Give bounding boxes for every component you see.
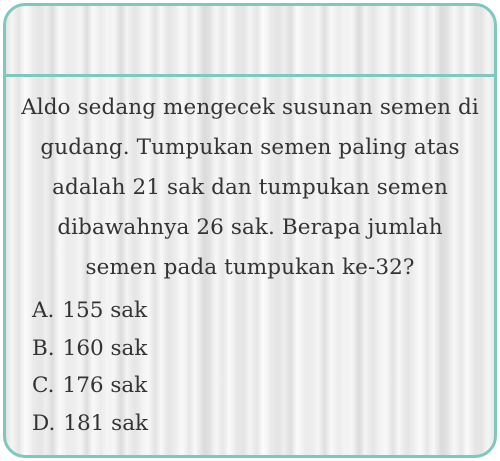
option-letter: D. [32,410,56,436]
question-card [3,3,497,458]
option-d[interactable] [32,405,452,443]
option-a[interactable] [32,292,452,330]
option-text: 181 sak [63,410,149,436]
option-letter: A. [32,298,55,324]
option-c[interactable] [32,367,452,405]
answer-options [32,292,452,442]
option-letter: B. [32,335,55,361]
option-text: 155 sak [62,298,148,324]
option-text: 176 sak [62,373,148,399]
question-text: Aldo sedang mengecek susunan semen di gudang. Tumpukan semen paling atas adalah 21 sak dan tumpukan semen dibawahnya 26 sak. Berapa jumlah semen pada tumpukan ke-32? [21,95,479,280]
header-divider [6,74,494,77]
option-b[interactable] [32,330,452,368]
option-text: 160 sak [62,335,148,361]
card-header [6,6,494,74]
option-letter: C. [32,373,55,399]
